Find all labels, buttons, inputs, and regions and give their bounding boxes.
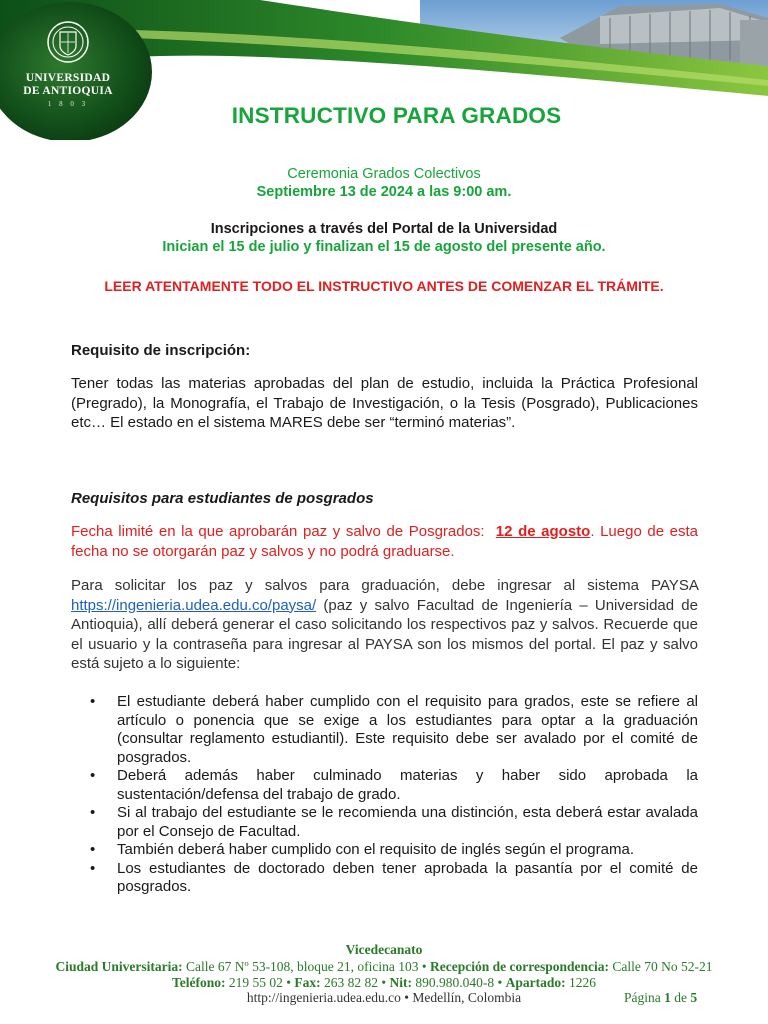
list-item: • Si al trabajo del estudiante se le recomienda una distinción, esta deberá estar avalada por el Consejo de Facultad. (117, 804, 698, 841)
logo-year: 1 8 0 3 (47, 100, 89, 108)
deadline-paragraph (71, 522, 698, 561)
logo-line-1: UNIVERSIDAD (25, 72, 111, 84)
page-number (624, 990, 697, 1006)
paysa-link[interactable]: https://ingenieria.udea.edu.co/paysa/ (71, 596, 317, 614)
footer-office: Vicedecanato (345, 942, 423, 957)
footer-nit-label: Nit: (389, 975, 412, 990)
footer-address (0, 959, 768, 975)
page-current: 1 (664, 990, 671, 1005)
posgrados-heading: Requisitos para estudiantes de posgrados (71, 490, 374, 507)
footer-web: http://ingenieria.udea.edu.co • Medellín, Colombia (246, 990, 522, 1005)
deadline-prefix: Fecha limité en la que aprobarán paz y salvo de Posgrados: (71, 523, 485, 540)
paysa-rest: (paz y salvo Facultad de Ingeniería – Universidad de Antioquia), allí deberá generar el caso solicitando los respectivos paz y salvos. Recuerde que el usuario y la contraseña para ingresar al PAYSA son los mismos del portal. El paz y salvo está sujeto a lo siguiente: (71, 596, 698, 672)
document-title: INSTRUCTIVO PARA GRADOS (231, 103, 562, 128)
requirements-list (71, 693, 698, 897)
footer-fax-label: Fax: (294, 975, 321, 990)
list-item: • Deberá además haber culminado materias y haber sido aprobada la sustentación/defensa del trabajo de grado. (117, 767, 698, 804)
footer-recepcion-value: Calle 70 No 52-21 (612, 959, 713, 974)
page-of: de (674, 990, 687, 1005)
deadline-suffix: . Luego de esta fecha no se otorgarán paz y salvos y no podrá graduarse. (71, 523, 699, 560)
footer-apartado-value: 1226 (568, 975, 596, 990)
list-item: • El estudiante deberá haber cumplido con el requisito para grados, este se refiere al artículo o ponencia que se exige a los estudiantes para optar a la graduación (consultar reglamento estudiantil). Este requisito debe ser avalado por el comité de posgrados. (117, 693, 698, 767)
footer-fax-value: 263 82 82 • (324, 975, 387, 990)
page-total: 5 (690, 990, 698, 1005)
warning-text: LEER ATENTAMENTE TODO EL INSTRUCTIVO ANTES DE COMENZAR EL TRÁMITE. (104, 278, 664, 294)
footer-ciudad-label: Ciudad Universitaria: (55, 959, 183, 974)
footer-nit-value: 890.980.040-8 • (415, 975, 503, 990)
list-item: • Los estudiantes de doctorado deben tener aprobada la pasantía por el comité de posgrados. (117, 860, 698, 897)
ceremony-label: Ceremonia Grados Colectivos (287, 166, 481, 182)
footer-telefono-label: Teléfono: (172, 975, 226, 990)
footer-recepcion-label: Recepción de correspondencia: (430, 959, 609, 974)
requisito-heading: Requisito de inscripción: (71, 342, 251, 359)
deadline-date: 12 de agosto (495, 523, 591, 540)
footer-apartado-label: Apartado: (505, 975, 566, 990)
list-item: • También deberá haber cumplido con el requisito de inglés según el programa. (117, 841, 698, 860)
footer-ciudad-value: Calle 67 Nº 53-108, bloque 21, oficina 103 • (186, 959, 427, 974)
logo-line-2: DE ANTIOQUIA (23, 85, 113, 97)
registration-label: Inscripciones a través del Portal de la Universidad (210, 221, 558, 237)
ceremony-date: Septiembre 13 de 2024 a las 9:00 am. (256, 184, 512, 200)
university-logo (14, 72, 122, 98)
paysa-intro: Para solicitar los paz y salvos para graduación, debe ingresar al sistema PAYSA (71, 577, 698, 594)
registration-dates: Inician el 15 de julio y finalizan el 15 de agosto del presente año. (162, 239, 606, 255)
footer-telefono-value: 219 55 02 • (228, 975, 291, 990)
paysa-paragraph (71, 576, 698, 674)
requisito-text: Tener todas las materias aprobadas del plan de estudio, incluida la Práctica Profesional (Pregrado), la Monografía, el Trabajo de Investigación, o la Tesis (Posgrado), Publicaciones etc… El estado en el sistema MARES debe ser “terminó materias”. (71, 375, 698, 431)
page-word: Página (624, 990, 661, 1005)
footer-contact (0, 975, 768, 991)
